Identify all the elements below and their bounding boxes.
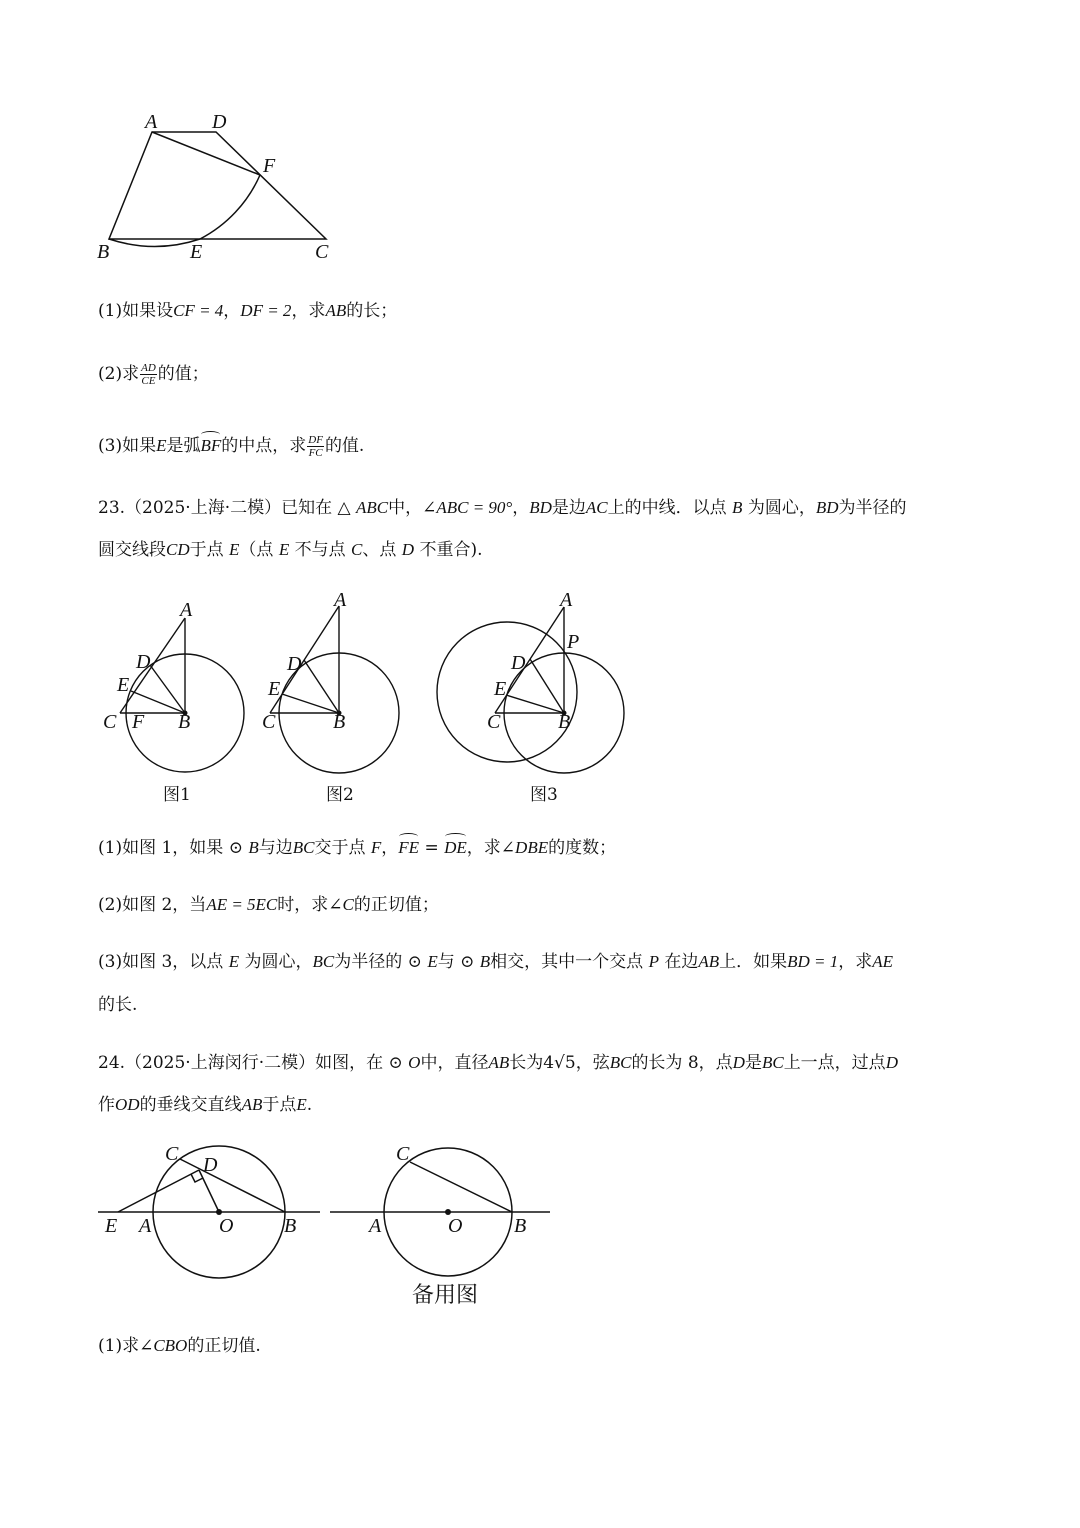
fig23-3-label-A: A <box>560 589 573 611</box>
fig24-label-B: B <box>284 1215 297 1237</box>
fig24-backup-label-A: A <box>369 1215 382 1237</box>
fig23-1-label-C: C <box>103 711 117 733</box>
fig23-3-label-P: P <box>567 631 580 653</box>
arc-fe: FE <box>398 836 419 860</box>
fig23-1-label-A: A <box>180 599 193 621</box>
q23-part3-line1: (3)如图 3，以点 E 为圆心，BC为半径的 ⊙ E与 ⊙ B相交，其中一个交点 P 在边AB上．如果BD = 1，求AE <box>98 952 894 972</box>
fig23-1-label-D: D <box>136 651 151 673</box>
fig23-2-label-C: C <box>262 711 276 733</box>
fig23-caption-2: 图2 <box>326 785 354 805</box>
fig24-backup-label-O: O <box>448 1215 463 1237</box>
q23-stem-line2: 圆交线段CD于点 E（点 E 不与点 C、点 D 不重合). <box>98 540 483 560</box>
figure-22-trapezoid <box>109 132 326 247</box>
fig23-1-label-B: B <box>178 711 191 733</box>
fig23-3-label-B: B <box>558 711 571 733</box>
arc-bf: BF <box>200 434 221 458</box>
q23-part2: (2)如图 2，当AE = 5EC时，求∠C的正切值； <box>98 895 439 915</box>
q23-stem-line1: 23.（2025·上海·二模）已知在 △ ABC中，∠ABC = 90°，BD是边AC上的中线．以点 B 为圆心，BD为半径的 <box>98 498 907 518</box>
arc-de: DE <box>444 836 467 860</box>
fig22-label-E: E <box>190 241 203 263</box>
q22-part3: (3)如果E是弧BF的中点，求 $\frac{DF}{FC}$ 的值. <box>98 434 365 459</box>
fig22-label-A: A <box>145 111 158 133</box>
fig23-2-label-B: B <box>333 711 346 733</box>
figure-23-3 <box>437 607 624 773</box>
fig22-label-F: F <box>263 155 276 177</box>
fig23-caption-1: 图1 <box>163 785 191 805</box>
q23-part3-line2: 的长. <box>98 995 138 1015</box>
fig24-label-O: O <box>219 1215 234 1237</box>
fig24-backup-label-B: B <box>514 1215 527 1237</box>
fig22-label-D: D <box>212 111 227 133</box>
q23-part1: (1)如图 1，如果 ⊙ B与边BC交于点 F，FE = DE，求∠DBE的度数； <box>98 838 617 858</box>
fig24-label-E: E <box>105 1215 118 1237</box>
fig23-caption-3: 图3 <box>530 785 558 805</box>
fig23-2-label-A: A <box>334 589 347 611</box>
fig23-3-label-C: C <box>487 711 501 733</box>
fig24-label-D: D <box>203 1154 218 1176</box>
q22-part1: (1)如果设CF = 4，DF = 2，求AB的长； <box>98 301 398 321</box>
figure-24-backup <box>330 1148 550 1276</box>
q22-part2: (2)求 $\frac{AD}{CE}$ 的值； <box>98 362 209 387</box>
fraction-df-fc: $\frac{DF}{FC}$ <box>308 434 323 459</box>
fig23-3-label-E: E <box>494 678 507 700</box>
q24-part1: (1)求∠CBO的正切值. <box>98 1336 261 1356</box>
fig24-caption: 备用图 <box>412 1283 479 1308</box>
fig23-1-label-F: F <box>132 711 145 733</box>
fig23-3-label-D: D <box>511 652 526 674</box>
fig23-2-label-E: E <box>268 678 281 700</box>
figure-23-1 <box>120 618 244 772</box>
fraction-ad-ce: $\frac{AD}{CE}$ <box>141 362 156 387</box>
figure-23-2 <box>270 606 399 773</box>
q24-stem-line1: 24.（2025·上海闵行·二模）如图，在 ⊙ O中，直径AB长为4√5，弦BC的长为 8，点D是BC上一点，过点D <box>98 1053 898 1073</box>
fig23-2-label-D: D <box>287 653 302 675</box>
fig23-1-label-E: E <box>117 674 130 696</box>
fig24-backup-label-C: C <box>396 1143 410 1165</box>
fig24-label-A: A <box>139 1215 152 1237</box>
q24-stem-line2: 作OD的垂线交直线AB于点E. <box>98 1095 313 1115</box>
fig22-label-B: B <box>97 241 110 263</box>
fig24-label-C: C <box>165 1143 179 1165</box>
fig22-label-C: C <box>315 241 329 263</box>
